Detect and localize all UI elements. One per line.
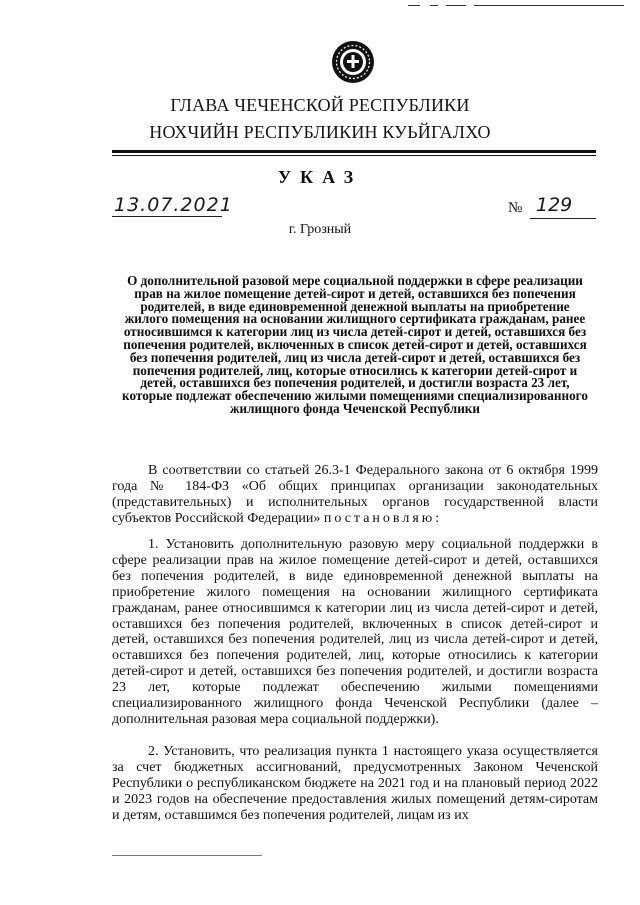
footer-file-path-mark — [112, 853, 262, 859]
decree-word: постановляю: — [323, 510, 443, 526]
number-label: № — [508, 200, 523, 216]
header-rule-thick — [112, 150, 596, 153]
header-rule-thin — [112, 155, 596, 156]
top-scan-mark — [400, 2, 625, 12]
paragraph-2: 2. Установить, что реализация пункта 1 настоящего указа осуществляется за счет бюджетных ассигнований, предусмотренных Законом Чеченской Республики о республиканском бюджете на 2021 год и на плановый период 2022 и 2023 годов на обеспечение предоставления жилых помещений детям-сиротам и детям, оставшимся без попечения родителей, лицам из их — [112, 744, 598, 823]
number-underline — [530, 218, 596, 219]
handwritten-number: 129 — [536, 194, 573, 216]
header-title-chechen: НОХЧИЙН РЕСПУБЛИКИН КУЬЙГАЛХО — [149, 122, 491, 142]
preamble-text: В соответствии со статьей 26.3-1 Федерального закона от 6 октября 1999 года № 184-ФЗ «Об общих принципах организации законодательных (представительных) и исполнительных органов государственной власти субъектов Российской Федерации» — [112, 463, 598, 526]
document-type: УКАЗ — [277, 167, 363, 187]
coat-of-arms-emblem-icon — [331, 40, 375, 84]
decree-title: О дополнительной разовой мере социальной поддержки в сфере реализации прав на жилое помещение детей-сирот и детей, оставшихся без попечения родителей, в виде единовременной денежной выплаты на приобретение жилого помещения на основании жилищного сертификата гражданам, ранее относившимся к категории лиц из числа детей-сирот и детей, оставшихся без попечения родителей, включенных в список детей-сирот и детей, оставшихся без попечения родителей, лиц из числа детей-сирот и детей, оставшихся без попечения родителей, лиц, которые относились к категории детей-сирот и детей, оставшихся без попечения родителей, и достигли возраста 23 лет, которые подлежат обеспечению жилыми помещениями специализированного жилищного фонда Чеченской Республики — [122, 273, 588, 416]
city-name: г. Грозный — [288, 222, 352, 237]
paragraph-1: 1. Установить дополнительную разовую меру социальной поддержки в сфере реализации прав на жилое помещение детей-сирот и детей, оставшихся без попечения родителей, в виде единовременной денежной выплаты на приобретение жилого помещения на основании жилищного сертификата гражданам, ранее относившимся к категории лиц из числа детей-сирот и детей, оставшихся без попечения родителей, включенных в список детей-сирот и детей, оставшихся без попечения родителей, лиц из числа детей-сирот и детей, оставшихся без попечения родителей, лиц, которые относились к категории детей-сирот и детей, оставшихся без попечения родителей, и достигли возраста 23 лет, которые подлежат обеспечению жилыми помещениями специализированного жилищного фонда Чеченской Республики (далее – дополнительная разовая мера социальной поддержки). — [112, 537, 598, 727]
header-title: ГЛАВА ЧЕЧЕНСКОЙ РЕСПУБЛИКИ — [170, 95, 470, 115]
handwritten-date: 13.07.2021 — [114, 194, 233, 216]
preamble-paragraph — [112, 463, 598, 527]
date-underline — [112, 216, 222, 217]
